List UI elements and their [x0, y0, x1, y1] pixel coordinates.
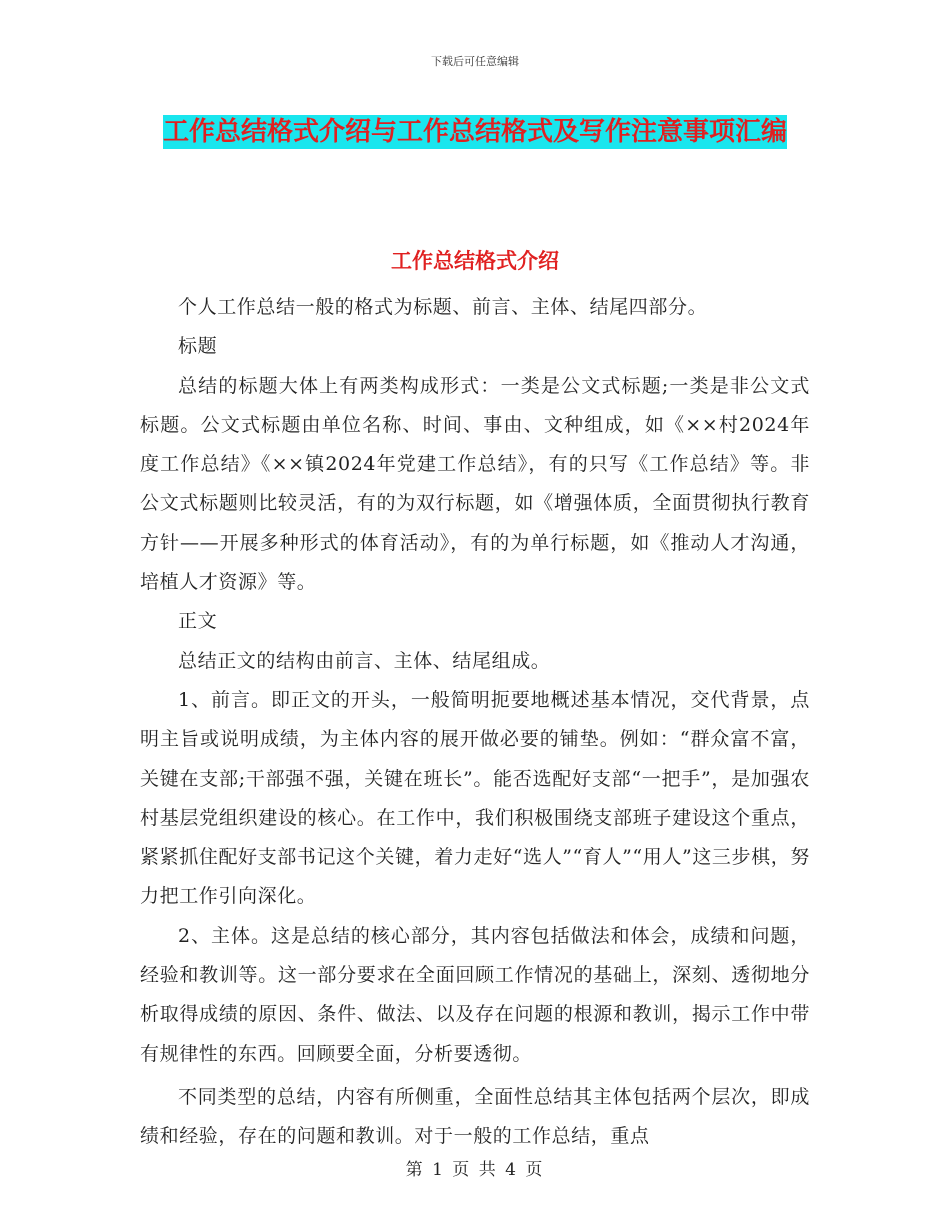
- section-title: 工作总结格式介绍: [391, 248, 559, 273]
- document-body: [140, 288, 810, 1157]
- header-note: 下载后可任意编辑: [431, 55, 519, 68]
- paragraph-intro: 个人工作总结一般的格式为标题、前言、主体、结尾四部分。: [178, 296, 708, 318]
- document-title: [140, 108, 810, 156]
- paragraph-title-forms: 总结的标题大体上有两类构成形式：一类是公文式标题;一类是非公文式标题。公文式标题由单位名称、时间、事由、文种组成，如《××村2024年度工作总结》《××镇2024年党建工作总结》，有的只写《工作总结》等。非公文式标题则比较灵活，有的为双行标题，如《增强体质，全面贯彻执行教育方针——开展多种形式的体育活动》，有的为单行标题，如《推动人才沟通，培植人才资源》等。: [140, 374, 810, 594]
- subheading-title: 标题: [178, 335, 218, 358]
- document-title-text: 工作总结格式介绍与工作总结格式及写作注意事项汇编: [162, 117, 787, 147]
- paragraph-body-structure: 总结正文的结构由前言、主体、结尾组成。: [178, 649, 551, 672]
- subheading-body: 正文: [178, 610, 218, 633]
- paragraph-preface: 1、前言。即正文的开头，一般简明扼要地概述基本情况，交代背景，点明主旨或说明成绩，为主体内容的展开做必要的铺垫。例如：“群众富不富，关键在支部;干部强不强，关键在班长”。能否选配好支部“一把手”，是加强农村基层党组织建设的核心。在工作中，我们积极围绕支部班子建设这个重点，紧紧抓住配好支部书记这个关键，着力走好“选人”“育人”“用人”这三步棋，努力把工作引向深化。: [140, 688, 810, 908]
- paragraph-types: 不同类型的总结，内容有所侧重，全面性总结其主体包括两个层次，即成绩和经验，存在的问题和教训。对于一般的工作总结，重点: [140, 1085, 810, 1148]
- paragraph-main-body: 2、主体。这是总结的核心部分，其内容包括做法和体会，成绩和问题，经验和教训等。这一部分要求在全面回顾工作情况的基础上，深刻、透彻地分析取得成绩的原因、条件、做法、以及存在问题的根源和教训，揭示工作中带有规律性的东西。回顾要全面，分析要透彻。: [140, 924, 810, 1065]
- page-indicator: 第 1 页 共 4 页: [405, 1160, 545, 1180]
